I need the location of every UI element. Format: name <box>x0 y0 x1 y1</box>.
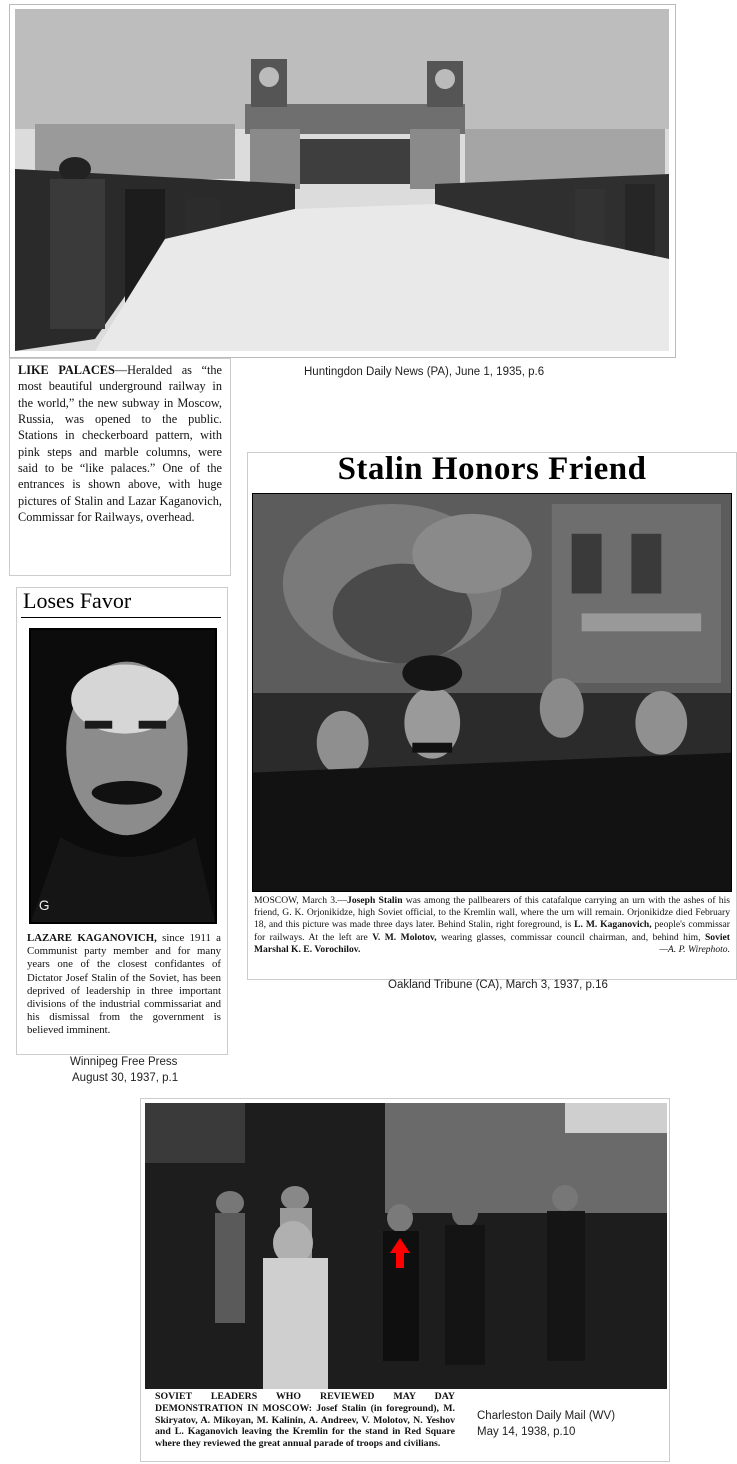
subway-caption-text: —Heralded as “the most beautiful underground railway in the world,” the new subway in Moscow, Russia, was opened to the public. Stations in checkerboard pattern, with pink steps and marble columns, were said to be “like palaces.” One of the entrances is shown above, with huge pictures of Stalin and Lazar Kaganovich, Commissar for Railways, overhead. <box>18 363 222 525</box>
clipping-loses-favor <box>16 587 228 1055</box>
winnipeg-source <box>62 1055 242 1086</box>
subway-source: Huntingdon Daily News (PA), June 1, 1935, p.6 <box>304 366 545 378</box>
winnipeg-source-line1: Winnipeg Free Press <box>70 1056 178 1068</box>
may-day-caption-lead: SOVIET LEADERS WHO REVIEWED MAY DAY DEMONSTRATION IN MOSCOW: <box>155 1391 455 1414</box>
oakland-source: Oakland Tribune (CA), March 3, 1937, p.16 <box>388 979 608 991</box>
caption-part-4: wearing glasses, commissar council chairman, and, behind him, <box>436 931 705 943</box>
caption-stalin-name: Joseph Stalin <box>347 895 403 906</box>
funeral-procession-photo <box>252 493 732 892</box>
may-day-leaders-photo <box>145 1103 667 1389</box>
charleston-source <box>477 1409 667 1440</box>
stalin-honors-caption <box>254 895 730 956</box>
caption-part-3: people's commissar for railways. At the left are <box>254 919 730 943</box>
subway-caption <box>9 358 231 576</box>
winnipeg-source-line2: August 30, 1937, p.1 <box>72 1071 179 1084</box>
loses-favor-caption <box>27 932 221 1037</box>
clipping-may-day <box>140 1098 670 1462</box>
caption-kaganovich-name: L. M. Kaganovich, <box>574 919 652 931</box>
charleston-source-line1: Charleston Daily Mail (WV) <box>477 1410 616 1422</box>
caption-molotov-name: V. M. Molotov, <box>372 931 437 943</box>
clipping-stalin-honors <box>247 452 737 980</box>
loses-favor-caption-lead: LAZARE KAGANOVICH, <box>27 932 157 944</box>
subway-entrance-photo <box>15 9 669 351</box>
caption-vorochilov-name: Soviet Marshal K. E. Vorochilov. <box>254 931 731 955</box>
loses-favor-caption-text: since 1911 a Communist party member and for many years one of the closest confidantes of Dictator Josef Stalin of the Soviet, has been deprived of leadership in three important divisions of the industrial commissariat and his dismissal from the government is believed imminent. <box>27 932 221 1037</box>
caption-credit: —A. P. Wirephoto. <box>659 943 730 955</box>
charleston-source-line2: May 14, 1938, p.10 <box>477 1425 576 1438</box>
svg-text:G: G <box>38 898 50 914</box>
stalin-honors-headline: Stalin Honors Friend <box>337 451 647 487</box>
headline-rule <box>21 617 221 618</box>
caption-part-2: was among the pallbearers of this catafalque carrying an urn with the ashes of his friend, G. K. Orjonikidze, high Soviet official, to the Kremlin wall, where the urn will remain. Orjonikidze died February 18, and this picture was made three days later. Behind Stalin, right foreground, is <box>254 895 730 931</box>
may-day-caption-text: Josef Stalin (in foreground), M. Skiryatov, A. Mikoyan, M. Kalinin, A. Andreev, V. Molotov, N. Yeshov and L. Kaganovich leaving the Kremlin for the stand in Red Square where they reviewed the great annual parade of troops and civilians. <box>155 1402 455 1449</box>
loses-favor-headline: Loses Favor <box>23 588 132 613</box>
may-day-caption <box>155 1391 455 1450</box>
kaganovich-portrait <box>29 628 217 924</box>
clipping-subway <box>9 4 676 358</box>
caption-part-1: MOSCOW, March 3.— <box>254 895 348 906</box>
subway-caption-lead: LIKE PALACES <box>18 363 115 377</box>
